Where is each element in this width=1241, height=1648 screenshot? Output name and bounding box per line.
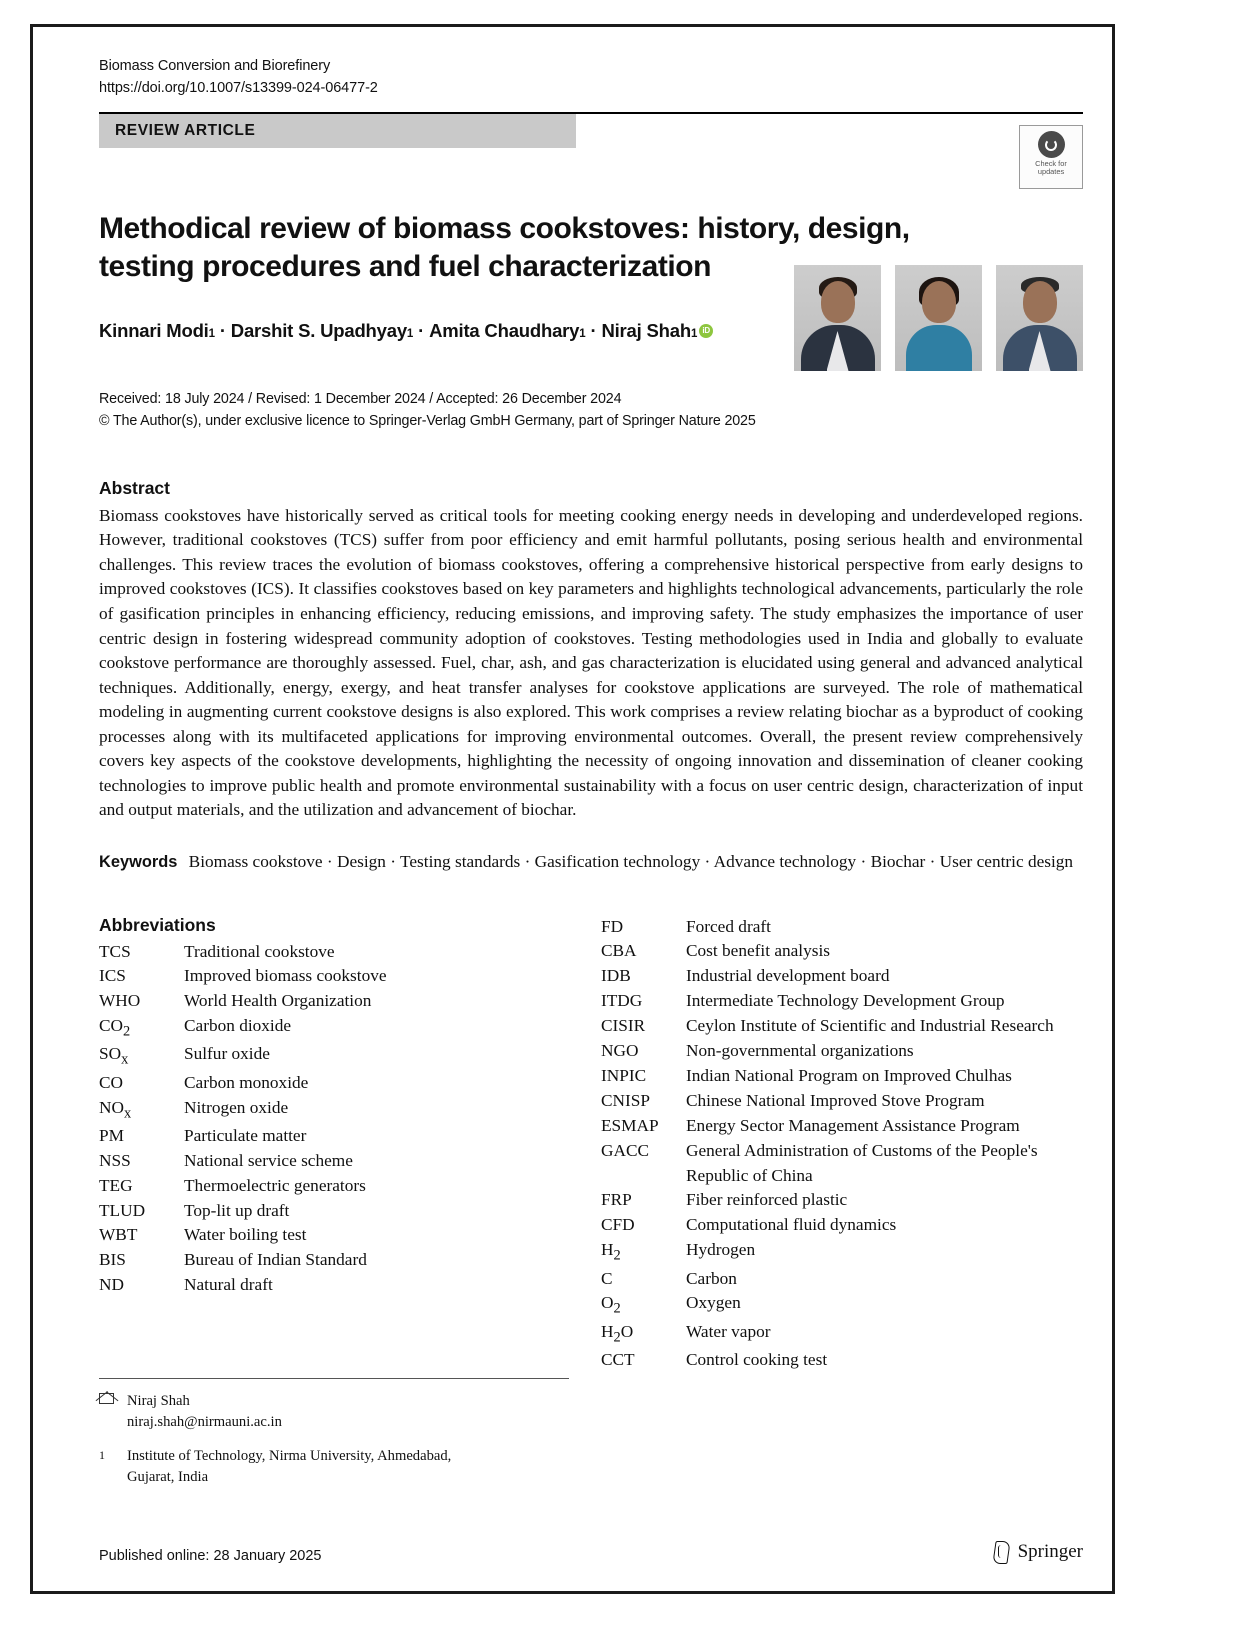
abbreviation-definition: Carbon <box>686 1268 737 1288</box>
abbreviation-row <box>99 1199 591 1224</box>
article-type-badge: REVIEW ARTICLE <box>99 114 576 148</box>
abbreviation-row <box>601 1139 1083 1189</box>
abbreviation-key: WHO <box>99 991 141 1011</box>
abbreviation-key: BIS <box>99 1250 126 1270</box>
corresponding-author-block <box>99 1391 579 1432</box>
crossmark-check-for-updates[interactable] <box>1019 125 1083 189</box>
abbreviation-definition: Water vapor <box>686 1321 771 1341</box>
corresponding-author-email[interactable]: niraj.shah@nirmauni.ac.in <box>127 1413 282 1430</box>
publication-dates <box>99 388 1083 432</box>
affiliation-row-2 <box>99 1467 579 1488</box>
abbreviation-definition: Carbon monoxide <box>184 1072 309 1092</box>
keywords-text: Biomass cookstove · Design · Testing standards · Gasification technology · Advance technology · Biochar · User centric design <box>188 851 1074 871</box>
abbreviation-definition: Bureau of Indian Standard <box>184 1250 367 1270</box>
abbreviation-key: $NO_x$ <box>99 1097 132 1122</box>
abbreviation-key: IDB <box>601 966 631 986</box>
abbreviation-row <box>99 1096 591 1124</box>
affiliation-row-1 <box>99 1446 579 1467</box>
abbreviation-key: $CO_2$ <box>99 1016 131 1040</box>
journal-name: Biomass Conversion and Biorefinery <box>99 58 331 74</box>
author-separator: · <box>590 319 597 341</box>
abbreviation-row <box>99 1124 591 1149</box>
abbreviation-definition: Sulfur oxide <box>184 1044 270 1064</box>
author-affil-1: 1 <box>208 327 215 340</box>
published-online-date: Published online: 28 January 2025 <box>99 1548 322 1564</box>
affiliation-spacer <box>99 1467 127 1488</box>
abbreviation-row <box>601 964 1083 989</box>
photo-head <box>922 281 956 323</box>
photo-head <box>821 281 855 323</box>
abbreviation-key: ESMAP <box>601 1115 659 1135</box>
abstract-text: Biomass cookstoves have historically served as critical tools for meeting cooking energy needs in developing and underdeveloped regions. However, traditional cookstoves (TCS) suffer from poor efficiency and emit harmful pollutants, posing serious health and environmental challenges. This review traces the evolution of biomass cookstoves, offering a comprehensive historical perspective from early designs to improved cookstoves (ICS). It classifies cookstoves based on key parameters and highlights technological advancements, particularly the role of gasification principles in enhancing efficiency, reducing emissions, and improving safety. The study emphasizes the importance of user centric design in fostering widespread community adoption of cookstoves. Testing methodologies used in India and globally to evaluate cookstove performance are thoroughly assessed. Fuel, char, ash, and gas characterization is elucidated using general and advanced analytical techniques. Additionally, energy, exergy, and heat transfer analyses for cookstove applications are surveyed. The role of mathematical modeling in augmenting current cookstove designs is also explored. This work comprises a review relating biochar as a byproduct of cooking processes along with its multifaceted applications for improving environmental outcomes. Overall, the present review comprehensively covers key aspects of the cookstove developments, highlighting the necessity of ongoing innovation and dissemination of cleaner cooking technologies to improve public health and promote environmental sustainability with a focus on user centric design, characterization of input and output materials, and the utilization and advancement of biochar. <box>99 505 1083 820</box>
abbreviation-row <box>601 1320 1083 1348</box>
abbreviation-row <box>601 1213 1083 1238</box>
abbreviation-key: WBT <box>99 1225 138 1245</box>
abstract-heading: Abstract <box>99 477 170 498</box>
affiliation-block <box>99 1446 579 1487</box>
abbreviation-key: CFD <box>601 1215 635 1235</box>
springer-mark-icon <box>991 1540 1011 1564</box>
abbreviation-row <box>99 940 591 965</box>
page-footer <box>99 1540 1083 1564</box>
abbreviation-definition: Intermediate Technology Development Group <box>686 991 1005 1011</box>
doi-link[interactable]: https://doi.org/10.1007/s13399-024-06477-2 <box>99 80 378 97</box>
abbreviation-key: $H_2$ <box>601 1240 621 1264</box>
abbreviation-key: TCS <box>99 941 131 961</box>
abbreviation-row <box>99 1014 591 1042</box>
abbreviation-row <box>601 1267 1083 1292</box>
abbreviation-definition: Computational fluid dynamics <box>686 1215 897 1235</box>
abbreviation-definition: Industrial development board <box>686 966 890 986</box>
abbreviation-definition: National service scheme <box>184 1150 353 1170</box>
affiliation-line-2: Gujarat, India <box>127 1469 209 1486</box>
abbreviation-key: GACC <box>601 1140 650 1160</box>
author-name-2[interactable]: Darshit S. Upadhyay <box>230 319 407 341</box>
abbreviation-key: FRP <box>601 1190 632 1210</box>
abbreviation-row <box>99 1248 591 1273</box>
abbreviation-definition: Nitrogen oxide <box>184 1097 289 1117</box>
abbreviation-definition: Particulate matter <box>184 1125 307 1145</box>
abbreviation-row <box>601 1348 1083 1373</box>
crossmark-label-2: updates <box>1037 167 1065 177</box>
author-name-1[interactable]: Kinnari Modi <box>99 319 209 341</box>
abbreviation-row <box>99 1273 591 1298</box>
abbreviation-key: ITDG <box>601 991 643 1011</box>
paper-content <box>99 55 1083 1373</box>
abbreviation-definition: Chinese National Improved Stove Program <box>686 1090 985 1110</box>
abbreviation-key: $O_2$ <box>601 1293 621 1317</box>
abbreviation-key: PM <box>99 1125 124 1145</box>
abbreviations-left-column <box>99 915 591 1373</box>
keywords-block <box>99 850 1083 875</box>
abbreviation-definition: Fiber reinforced plastic <box>686 1190 848 1210</box>
abbreviation-definition: Indian National Program on Improved Chulhas <box>686 1065 1012 1085</box>
abbreviation-definition: Carbon dioxide <box>184 1016 292 1036</box>
abbreviation-row <box>601 989 1083 1014</box>
abbreviation-definition: Forced draft <box>686 916 771 936</box>
author-affil-4: 1 <box>690 327 698 340</box>
abbreviation-key: ND <box>99 1275 124 1295</box>
abbreviation-definition: Top-lit up draft <box>184 1200 290 1220</box>
abbreviation-definition: Oxygen <box>686 1293 741 1313</box>
crossmark-label-1: Check for <box>1035 159 1067 168</box>
abbreviation-key: TEG <box>99 1175 133 1195</box>
abbreviation-key: $SO_x$ <box>99 1044 129 1068</box>
abbreviation-row <box>601 1238 1083 1266</box>
received-revised-accepted: Received: 18 July 2024 / Revised: 1 December 2024 / Accepted: 26 December 2024 <box>99 390 622 407</box>
abbreviation-row <box>601 1114 1083 1139</box>
abbreviation-row <box>99 964 591 989</box>
abbreviation-definition: World Health Organization <box>184 991 372 1011</box>
author-photos <box>794 265 1083 371</box>
abbreviation-definition: Control cooking test <box>686 1349 828 1369</box>
abbreviation-key: CISIR <box>601 1016 646 1036</box>
author-name-3[interactable]: Amita Chaudhary <box>429 319 580 341</box>
author-photo-3 <box>996 265 1083 371</box>
author-separator: · <box>219 319 226 341</box>
abbreviation-row <box>99 1042 591 1070</box>
abbreviation-key: NSS <box>99 1150 131 1170</box>
abbreviation-definition: Energy Sector Management Assistance Program <box>686 1115 1020 1135</box>
footnote-divider <box>99 1378 569 1379</box>
orcid-icon[interactable] <box>699 324 713 338</box>
author-photo-1 <box>794 265 881 371</box>
keywords-label: Keywords <box>99 852 178 871</box>
abbreviation-row <box>601 1188 1083 1213</box>
abbreviation-row <box>601 939 1083 964</box>
abbreviation-row <box>601 1291 1083 1319</box>
abbreviation-row <box>99 1223 591 1248</box>
abbreviation-definition: Natural draft <box>184 1275 273 1295</box>
abbreviation-row <box>99 989 591 1014</box>
abbreviation-key: C <box>601 1268 613 1288</box>
abbreviation-definition: Ceylon Institute of Scientific and Industrial Research <box>686 1016 1054 1036</box>
envelope-icon <box>99 1391 127 1412</box>
author-separator: · <box>418 319 425 341</box>
abbreviation-row <box>601 1064 1083 1089</box>
abbreviation-key: CCT <box>601 1349 635 1369</box>
abbreviation-definition: Hydrogen <box>686 1240 756 1260</box>
author-affil-3: 1 <box>579 327 586 340</box>
photo-body <box>906 325 972 371</box>
affiliation-marker: 1 <box>99 1448 105 1463</box>
abbreviation-definition: Cost benefit analysis <box>686 941 830 961</box>
photo-head <box>1023 281 1057 323</box>
abbreviations-section <box>99 915 1083 1373</box>
corresponding-author-email-row <box>99 1412 579 1433</box>
abbreviation-row <box>99 1071 591 1096</box>
abbreviation-key: FD <box>601 916 624 936</box>
abbreviation-key: CNISP <box>601 1090 650 1110</box>
abbreviation-key: $H_2O$ <box>601 1321 634 1346</box>
abbreviation-definition: Improved biomass cookstove <box>184 966 387 986</box>
corresponding-author-name-row <box>99 1391 579 1412</box>
email-spacer <box>99 1412 127 1433</box>
abbreviation-definition: Traditional cookstove <box>184 941 335 961</box>
abbreviation-definition: Water boiling test <box>184 1225 307 1245</box>
abbreviation-key: NGO <box>601 1041 639 1061</box>
author-photo-2 <box>895 265 982 371</box>
abbreviation-key: INPIC <box>601 1065 647 1085</box>
abbreviation-key: ICS <box>99 966 126 986</box>
footnote-block <box>99 1378 579 1502</box>
springer-logo <box>991 1540 1083 1564</box>
copyright-line: © The Author(s), under exclusive licence to Springer-Verlag GmbH Germany, part of Springer Nature 2025 <box>99 412 756 429</box>
corresponding-author-name: Niraj Shah <box>127 1393 190 1409</box>
article-type-row <box>99 114 1083 148</box>
affiliation-line-1: Institute of Technology, Nirma University, Ahmedabad, <box>127 1448 452 1465</box>
abbreviations-right-column <box>591 915 1083 1373</box>
abbreviation-row <box>601 915 1083 940</box>
abbreviations-left-list <box>99 940 591 1299</box>
abbreviation-row <box>601 1039 1083 1064</box>
author-name-4[interactable]: Niraj Shah <box>601 319 691 341</box>
abbreviations-heading: Abbreviations <box>99 914 216 935</box>
abbreviation-row <box>99 1174 591 1199</box>
crossmark-icon <box>1038 131 1065 158</box>
abbreviation-key: TLUD <box>99 1200 146 1220</box>
abbreviation-row <box>601 1014 1083 1039</box>
page-title: Methodical review of biomass cookstoves: history, design, testing procedures and fuel characterization <box>99 211 910 283</box>
abbreviation-row <box>99 1149 591 1174</box>
abbreviation-row <box>601 1089 1083 1114</box>
abbreviation-definition: Thermoelectric generators <box>184 1175 366 1195</box>
abbreviation-definition: General Administration of Customs of the People's Republic of China <box>686 1140 1038 1185</box>
author-affil-2: 1 <box>406 327 414 340</box>
abbreviation-definition: Non-governmental organizations <box>686 1041 914 1061</box>
springer-wordmark: Springer <box>1017 1541 1083 1562</box>
abbreviation-key: CO <box>99 1072 124 1092</box>
abbreviations-right-list <box>601 915 1083 1373</box>
abbreviation-key: CBA <box>601 941 637 961</box>
